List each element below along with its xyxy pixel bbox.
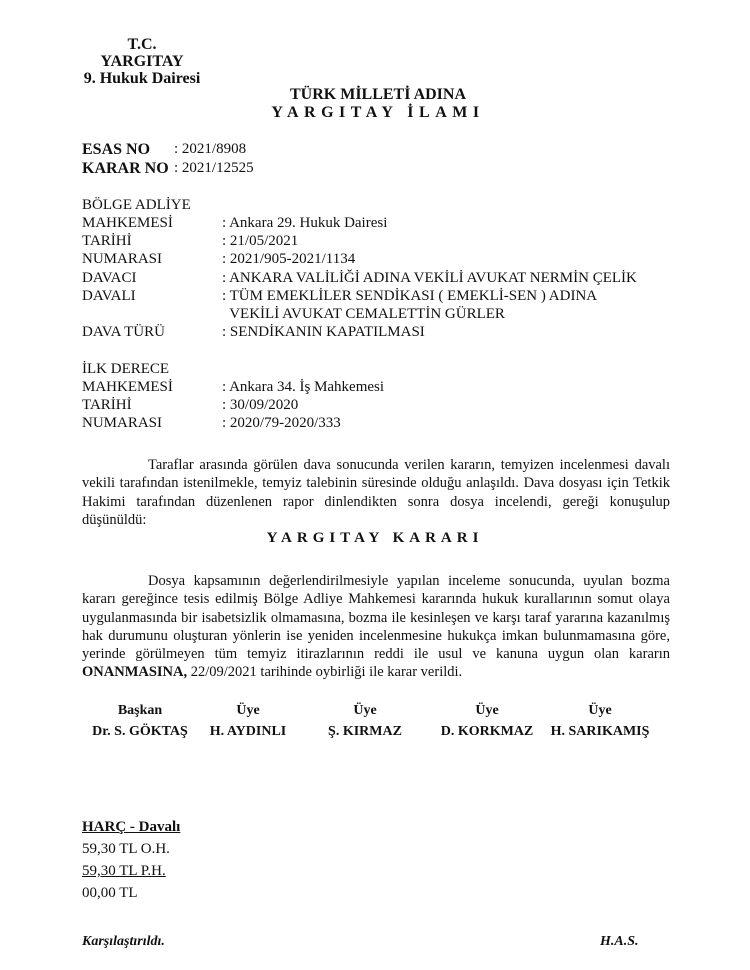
header-line-3: 9. Hukuk Dairesi xyxy=(83,70,201,87)
regional-court-row-value: : 2021/905-2021/1134 xyxy=(222,251,356,268)
fee-heading: HARÇ - Davalı xyxy=(82,819,181,835)
title-line-1: TÜRK MİLLETİ ADINA xyxy=(289,86,467,103)
decision-paragraph xyxy=(82,572,670,682)
regional-court-row-value: : Ankara 29. Hukuk Dairesi xyxy=(222,215,388,231)
regional-court-row-label: MAHKEMESİ xyxy=(82,215,173,231)
signature-name: D. KORKMAZ xyxy=(440,724,534,739)
header-line-1: T.C. xyxy=(127,36,157,53)
regional-court-row-value: : 21/05/2021 xyxy=(222,233,299,250)
signature-role: Üye xyxy=(588,703,612,718)
title-line-2: YARGITAY İLAMI xyxy=(271,104,485,121)
first-instance-row-label: NUMARASI xyxy=(82,415,163,432)
signature-name: Ş. KIRMAZ xyxy=(328,724,402,739)
signature-block xyxy=(535,702,665,741)
signature-role: Başkan xyxy=(117,703,163,718)
signature-name: Dr. S. GÖKTAŞ xyxy=(92,724,188,739)
case-numbers xyxy=(82,141,254,179)
header-line-2: YARGITAY xyxy=(100,53,184,70)
decision-heading: YARGITAY KARARI xyxy=(266,530,484,546)
signature-role: Üye xyxy=(236,703,260,718)
signature-role: Üye xyxy=(475,703,499,718)
signature-block xyxy=(422,702,552,741)
regional-court-row-value: : TÜM EMEKLİLER SENDİKASI ( EMEKLİ-SEN ) ADINA xyxy=(222,287,598,304)
fees xyxy=(82,816,180,904)
footer-left: Karşılaştırıldı. xyxy=(82,934,165,949)
regional-court-row-label: NUMARASI xyxy=(82,251,163,268)
signature-block xyxy=(300,702,430,741)
court-header xyxy=(62,36,222,87)
signature-name: H. AYDINLI xyxy=(209,724,287,739)
regional-court-row-value: VEKİLİ AVUKAT CEMALETTİN GÜRLER xyxy=(222,306,505,322)
decision-text-after: 22/09/2021 tarihinde oybirliği ile karar verildi. xyxy=(187,664,463,681)
signature-role: Üye xyxy=(353,703,377,718)
signature-name: H. SARIKAMIŞ xyxy=(550,724,650,739)
first-instance-row-value: : Ankara 34. İş Mahkemesi xyxy=(222,379,385,395)
signature-block xyxy=(183,702,313,741)
intro-text: Taraflar arasında görülen dava sonucunda verilen kararın, temyizen incelenmesi davalı vekili tarafından istenilmekle, temyiz talebinin süresinde olduğu anlaşıldı. Dava dosyası için Tetkik Hakimi tarafından düzenlenen rapor dinlendikten sonra dosya incelendi, gereği konuşulup düşünüldü: xyxy=(82,457,670,528)
regional-court-row-value: : SENDİKANIN KAPATILMASI xyxy=(222,324,425,341)
regional-court-row-value: : ANKARA VALİLİĞİ ADINA VEKİLİ AVUKAT NERMİN ÇELİK xyxy=(222,269,637,286)
first-instance-heading: İLK DERECE xyxy=(82,361,170,377)
karar-label: KARAR NO xyxy=(82,160,169,177)
first-instance-row-label: MAHKEMESİ xyxy=(82,379,173,395)
regional-court-row-label: DAVACI xyxy=(82,269,137,286)
karar-value: : 2021/12525 xyxy=(174,160,254,176)
fee-line-3: 00,00 TL xyxy=(82,885,138,901)
esas-label: ESAS NO xyxy=(82,141,151,158)
decision-text-bold: ONANMASINA, xyxy=(82,664,188,681)
intro-paragraph xyxy=(82,456,670,529)
regional-court-row-label: DAVA TÜRÜ xyxy=(82,324,165,341)
decision-text-before: Dosya kapsamının değerlendirilmesiyle yapılan inceleme sonucunda, uyulan bozma kararı gereğince tesis edilmiş Bölge Adliye Mahkemesi kararında hukuk kurallarının somut olaya uygulanmasında bir isabetsizlik olmamasına, bozma ile kesinleşen ve karşı taraf yararına kazanılmış hak durumunu oluşturan yönlerin ise yeniden incelenmesine hukukça imkan bulunmamasına göre, yerinde görülmeyen tüm temyiz itirazlarının reddi ile usul ve kanuna uygun olan kararın xyxy=(82,573,670,663)
regional-court-row-label: TARİHİ xyxy=(82,233,132,250)
regional-court-heading: BÖLGE ADLİYE xyxy=(82,197,191,213)
esas-value: : 2021/8908 xyxy=(174,141,247,157)
fee-line-2: 59,30 TL P.H. xyxy=(82,863,166,879)
fee-line-1: 59,30 TL O.H. xyxy=(82,841,170,857)
first-instance-row-value: : 30/09/2020 xyxy=(222,397,299,414)
regional-court-row-label: DAVALI xyxy=(82,287,136,304)
footer-right: H.A.S. xyxy=(600,934,639,949)
first-instance-row-value: : 2020/79-2020/333 xyxy=(222,415,341,432)
first-instance-row-label: TARİHİ xyxy=(82,397,132,414)
